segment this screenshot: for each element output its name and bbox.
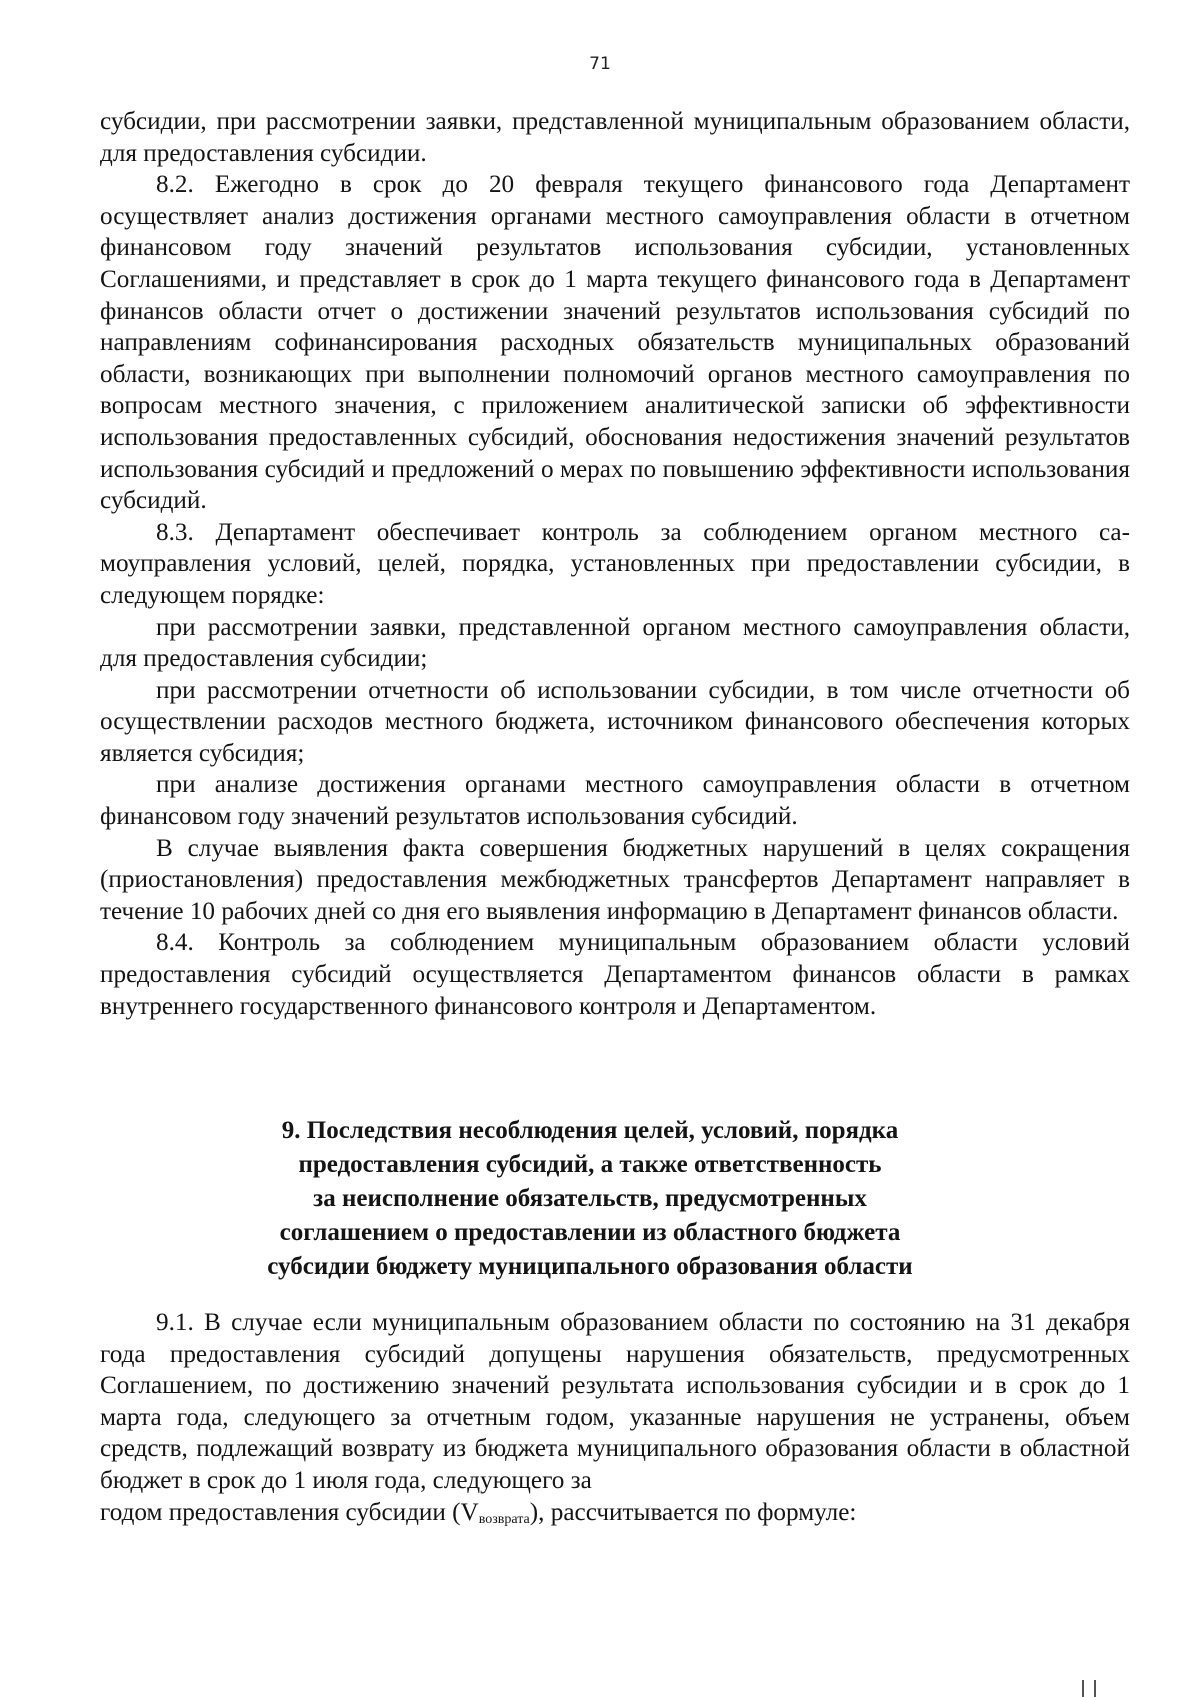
list-item-reporting-review: при рассмотрении отчетности об использовании субсидии, в том числе отчетности об осуществлении расходов местного бюджета, источником финансового обеспечения которых является субсидия;	[100, 676, 1130, 767]
paragraph-8-4: 8.4. Контроль за соблюдением муниципальным образованием области условий предоставления субсидий осуществляется Департаментом финансов области в рамках внутреннего государственного финансового контроля и Департаментом.	[100, 929, 1130, 1020]
scan-artifact	[1094, 1680, 1096, 1697]
paragraph-9-1-body: 9.1. В случае если муниципальным образованием области по состоянию на 31 декабря года предоставления субсидий допущены нарушения обязательств, предусмотренных Соглашением, по достижению значений результата использования субсидии и в срок до 1 марта года, следующего за отчетным годом, указанные нарушения не устранены, объем средств, подлежащий возврату из бюджета муниципального образования области в областной бюджет в срок до 1 июля года, следующего за	[100, 1309, 1130, 1494]
heading-line: предоставления субсидий, а также ответственность	[298, 1151, 882, 1178]
v-return-subscript: возврата	[478, 1511, 530, 1527]
formula-intro: годом предоставления субсидии (V	[100, 1498, 479, 1526]
paragraph-continuation: субсидии, при рассмотрении заявки, представленной муниципальным образованием области, для предоставления субсидии.	[100, 108, 1130, 167]
paragraph-8-2: 8.2. Ежегодно в срок до 20 февраля текущего финансового года Департамент осуществляет анализ достижения органами местного самоуправления области в отчетном финансовом году значений результатов использования субсидии, установленных Соглашениями, и представляет в срок до 1 марта текущего финансового года в Департамент финансов области отчет о достижении значений результатов использования субсидий по направлениям софинансирования расходных обязательств муниципальных образований области, возникающих при выполнении полномочий органов местного самоуправления по вопросам местного значения, с приложением аналитической записки об эффективности использования предоставленных субсидий, обоснования недостижения значений результатов использования субсидий и предложений о мерах по повышению эффективности использования субсидий.	[100, 171, 1130, 515]
section-9-text	[100, 1307, 1130, 1528]
paragraph-9-1	[100, 1307, 1130, 1528]
paragraph-violation-detection: В случае выявления факта совершения бюджетных нарушений в целях сокращения (приостановления) предоставления межбюджетных трансфертов Департамент направляет в течение 10 рабочих дней со дня его выявления информацию в Департамент финансов области.	[100, 834, 1130, 925]
section-9-heading	[180, 1114, 1000, 1284]
list-item-application-review: при рассмотрении заявки, представленной органом местного самоуправления области, для предоставления субсидии;	[100, 613, 1130, 673]
heading-line: соглашением о предоставлении из областного бюджета	[279, 1219, 901, 1246]
paragraph-9-1-last-line	[100, 1497, 1130, 1529]
heading-line: за неисполнение обязательств, предусмотренных	[313, 1185, 867, 1212]
heading-line: субсидии бюджету муниципального образования области	[267, 1253, 913, 1280]
paragraph-8-3: 8.3. Департамент обеспечивает контроль за соблюдением органом местного самоуправления условий, целей, порядка, установленных при предоставлении субсидии, в следующем порядке:	[100, 518, 1130, 609]
formula-intro-end: ), рассчитывается по формуле:	[529, 1498, 857, 1526]
section-8-text	[100, 106, 1130, 1022]
heading-line: 9. Последствия несоблюдения целей, условий, порядка	[281, 1117, 899, 1144]
page-number: 71	[589, 54, 611, 74]
scan-artifact	[1082, 1680, 1084, 1697]
list-item-results-analysis: при анализе достижения органами местного самоуправления области в отчетном финансовом году значений результатов использования субсидий.	[100, 771, 1130, 831]
